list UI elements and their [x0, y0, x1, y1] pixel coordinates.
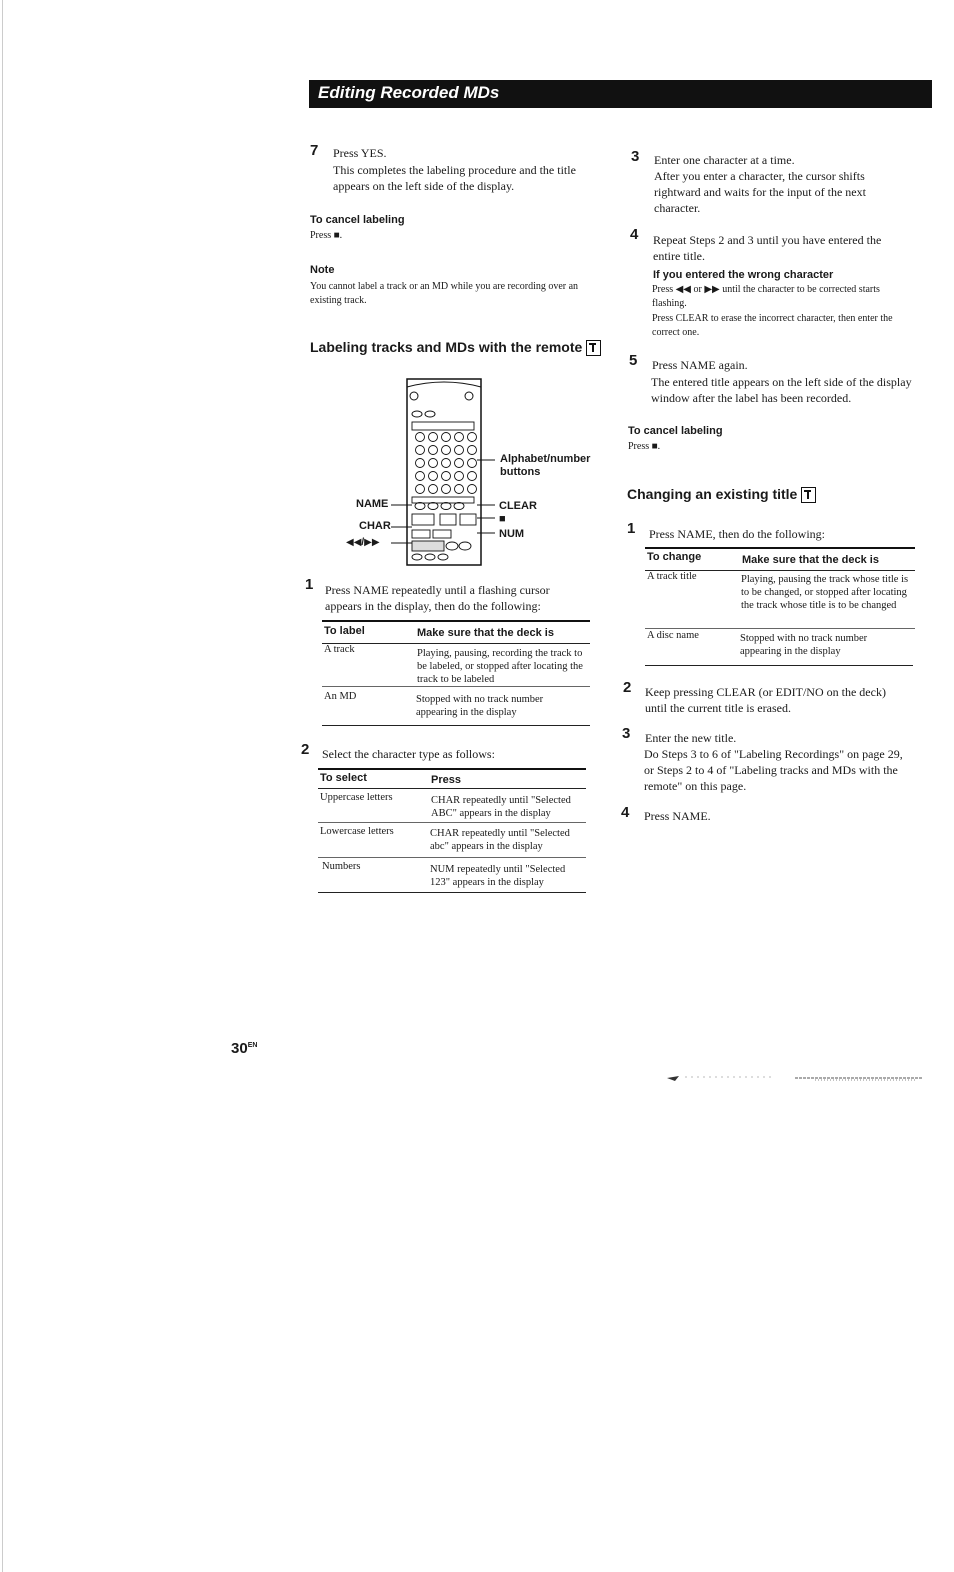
step-4-body: Repeat Steps 2 and 3 until you have entered the entire title. — [653, 233, 882, 263]
wrong-character-heading: If you entered the wrong character — [653, 269, 834, 281]
table1-top-rule — [322, 620, 590, 622]
label-char: CHAR — [359, 520, 391, 532]
table2-cell: Lowercase letters — [320, 826, 394, 837]
wrong-character-line2: Press CLEAR to erase the incorrect character, then enter the correct one. — [652, 313, 893, 338]
table3-header-deck: Make sure that the deck is — [742, 554, 879, 566]
remote-icon — [586, 340, 601, 356]
table2-cell: Numbers — [322, 861, 361, 872]
table2-cell: Uppercase letters — [320, 792, 393, 803]
label-skip: ◀◀/▶▶ — [346, 537, 380, 548]
cancel-labeling-heading: To cancel labeling — [310, 214, 405, 226]
change-step-3-number: 3 — [622, 725, 631, 742]
label-name: NAME — [356, 498, 389, 510]
change-step-4-number: 4 — [621, 804, 630, 821]
table1-header-rule — [322, 643, 590, 644]
step-3-number: 3 — [631, 148, 640, 165]
table1-cell: An MD — [324, 691, 357, 702]
table3-bottom-rule — [645, 665, 913, 666]
table3-cell: Stopped with no track number appearing in the display — [740, 633, 868, 657]
page-number-value: 30 — [231, 1040, 248, 1057]
label-clear: CLEAR — [499, 500, 537, 512]
table1-bottom-rule — [322, 725, 590, 726]
step-5-body: The entered title appears on the left side of the display window after the label has been recorded. — [651, 375, 912, 405]
page-edge-line — [2, 0, 3, 1572]
step-2-number: 2 — [301, 741, 310, 758]
step-4-number: 4 — [630, 226, 639, 243]
table2-top-rule — [318, 768, 586, 770]
table2-row-rule — [318, 857, 586, 858]
table2-cell: NUM repeatedly until "Selected 123" appears in the display — [430, 864, 566, 888]
table3-top-rule — [645, 547, 915, 549]
change-step-4-body: Press NAME. — [644, 809, 711, 823]
table1-header-label: To label — [324, 625, 365, 637]
section-heading-remote-text: Labeling tracks and MDs with the remote — [310, 339, 583, 355]
table2-header-rule — [318, 788, 586, 789]
change-step-1-body: Press NAME, then do the following: — [649, 527, 825, 541]
table2-cell: CHAR repeatedly until "Selected abc" appears in the display — [430, 828, 570, 852]
table2-header-press: Press — [431, 774, 461, 786]
step-1-number: 1 — [305, 576, 314, 593]
label-alphabet-buttons: Alphabet/number buttons — [500, 453, 591, 478]
change-step-3-title: Enter the new title. — [645, 731, 737, 745]
step-7-body: This completes the labeling procedure and the title appears on the left side of the display. — [333, 163, 576, 193]
cancel-labeling-text: Press ■. — [310, 230, 343, 241]
table3-header-change: To change — [647, 551, 702, 563]
change-step-2-number: 2 — [623, 679, 632, 696]
change-step-2-body: Keep pressing CLEAR (or EDIT/NO on the deck) until the current title is erased. — [645, 685, 886, 715]
section-heading-change-title-text: Changing an existing title — [627, 486, 798, 502]
table1-row-rule — [322, 686, 590, 687]
change-step-1-number: 1 — [627, 520, 636, 537]
table1-cell: Playing, pausing, recording the track to be labeled, or stopped after locating the track to be labeled — [417, 648, 583, 685]
label-num: NUM — [499, 528, 525, 540]
step-1-body: Press NAME repeatedly until a flashing cursor appears in the display, then do the following: — [325, 583, 550, 613]
step-5-number: 5 — [629, 352, 638, 369]
label-stop: ■ — [499, 513, 506, 525]
cancel-labeling-heading-2: To cancel labeling — [628, 425, 723, 437]
step-7-number: 7 — [310, 142, 319, 159]
step-3-body: After you enter a character, the cursor shifts rightward and waits for the input of the next character. — [654, 169, 866, 215]
step-7-title: Press YES. — [333, 146, 387, 160]
table2-row-rule — [318, 822, 586, 823]
note-heading: Note — [310, 264, 335, 276]
scan-noise-artifact — [665, 1072, 927, 1088]
table3-cell: A disc name — [647, 630, 699, 641]
table1-cell: A track — [324, 644, 355, 655]
table2-cell: CHAR repeatedly until "Selected ABC" appears in the display — [431, 795, 571, 819]
table3-cell: A track title — [647, 571, 697, 582]
page-title: Editing Recorded MDs — [318, 83, 500, 102]
page-number — [231, 1040, 257, 1057]
table1-cell: Stopped with no track number appearing in the display — [416, 694, 544, 718]
section-heading-remote — [310, 339, 601, 356]
step-5-title: Press NAME again. — [652, 358, 748, 372]
section-heading-change-title — [627, 486, 816, 503]
table3-cell: Playing, pausing the track whose title is to be changed, or stopped after locating the track whose title is to be changed — [741, 574, 909, 611]
page-number-suffix: EN — [247, 1042, 258, 1049]
note-text: You cannot label a track or an MD while you are recording over an existing track. — [310, 281, 579, 306]
change-step-3-body: Do Steps 3 to 6 of "Labeling Recordings" on page 29, or Steps 2 to 4 of "Labeling tracks and MDs with the remote" on this page. — [644, 747, 903, 793]
wrong-character-line1: Press ◀◀ or ▶▶ until the character to be corrected starts flashing. — [652, 284, 880, 309]
step-2-body: Select the character type as follows: — [322, 747, 495, 761]
remote-icon — [801, 487, 816, 503]
cancel-labeling-text-2: Press ■. — [628, 441, 661, 452]
table2-header-select: To select — [320, 772, 367, 784]
table1-header-deck: Make sure that the deck is — [417, 627, 554, 639]
step-3-title: Enter one character at a time. — [654, 153, 795, 167]
table2-bottom-rule — [318, 892, 586, 893]
